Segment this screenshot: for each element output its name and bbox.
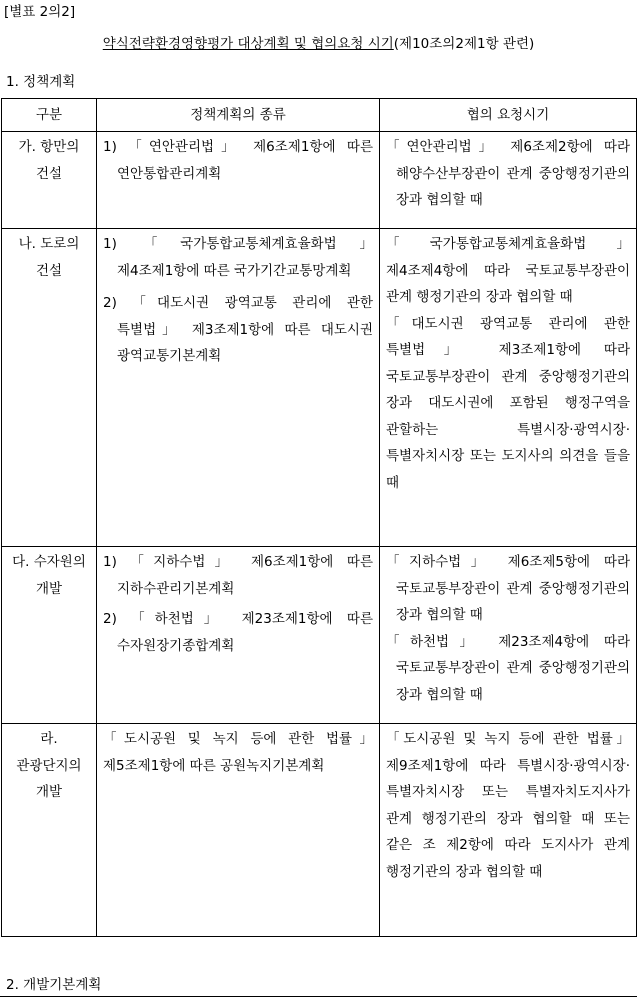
section-heading-development-plans: 2. 개발기본계획 — [6, 977, 102, 993]
document-title-reference: (제10조의2제1항 관련) — [393, 36, 535, 52]
section-heading-policy-plans: 1. 정책계획 — [6, 74, 76, 90]
column-header-consultation-timing: 협의 요청시기 — [380, 99, 637, 132]
row-category: 라. 관광단지의 개발 — [2, 724, 97, 937]
plan-item: 2) 「대도시권 광역교통 관리에 관한 특별법」 제3조제1항에 따른 대도시권 광역교통기본계획 — [103, 295, 373, 364]
row-timing-cell — [380, 132, 637, 229]
table-header-row — [2, 99, 637, 132]
row-category: 가. 항만의 건설 — [2, 132, 97, 229]
plan-item: 2) 「하천법」 제23조제1항에 따른 수자원장기종합계획 — [103, 611, 373, 654]
timing-item: 「대도시권 광역교통 관리에 관한 특별법」 제3조제1항에 따라 국토교통부장관이 관계 중앙행정기관의 장과 대도시권에 포함된 행정구역을 관할하는 특별시장·광역시장·특별자치시장 또는 도지사의 의견을 들을 때 — [386, 315, 630, 491]
timing-item: 「도시공원 및 녹지 등에 관한 법률」 제9조제1항에 따라 특별시장·광역시장·특별자치시장 또는 특별자치도지사가 관계 행정기관의 장과 협의할 때 또는 같은 조 제2항에 따라 도지사가 관계 행정기관의 장과 협의할 때 — [386, 731, 630, 880]
table-row — [2, 724, 637, 937]
table-row — [2, 132, 637, 229]
bottom-divider — [0, 996, 637, 997]
annex-label: [별표 2의2] — [4, 4, 76, 20]
row-category: 나. 도로의 건설 — [2, 229, 97, 547]
plan-item: 「도시공원 및 녹지 등에 관한 법률」 제5조제1항에 따른 공원녹지기본계획 — [103, 731, 373, 774]
row-category: 다. 수자원의 개발 — [2, 547, 97, 724]
row-plan-cell — [97, 132, 380, 229]
timing-item: 「지하수법」 제6조제5항에 따라 국토교통부장관이 관계 중앙행정기관의 장과 협의할 때 — [386, 554, 630, 623]
timing-item: 「국가통합교통체계효율화법」 제4조제4항에 따라 국토교통부장관이 관계 행정기관의 장과 협의할 때 — [386, 236, 630, 305]
row-plan-cell — [97, 724, 380, 937]
row-timing-cell — [380, 724, 637, 937]
timing-item: 「하천법」 제23조제4항에 따라 국토교통부장관이 관계 중앙행정기관의 장과 협의할 때 — [386, 633, 630, 703]
row-timing-cell — [380, 229, 637, 547]
plan-item: 1) 「연안관리법」 제6조제1항에 따른 연안통합관리계획 — [103, 139, 373, 182]
column-header-plan-type: 정책계획의 종류 — [97, 99, 380, 132]
row-timing-cell — [380, 547, 637, 724]
plan-item: 1) 「지하수법」 제6조제1항에 따른 지하수관리기본계획 — [103, 554, 373, 597]
row-plan-cell — [97, 547, 380, 724]
document-title — [0, 32, 637, 52]
column-header-category: 구분 — [2, 99, 97, 132]
plan-item: 1) 「국가통합교통체계효율화법」 제4조제1항에 따른 국가기간교통망계획 — [103, 236, 373, 279]
table-row — [2, 229, 637, 547]
table-row — [2, 547, 637, 724]
timing-item: 「연안관리법」 제6조제2항에 따라 해양수산부장관이 관계 중앙행정기관의 장과 협의할 때 — [386, 139, 630, 208]
plans-table — [1, 98, 637, 937]
document-title-main: 약식전략환경영향평가 대상계획 및 협의요청 시기 — [102, 36, 394, 52]
row-plan-cell — [97, 229, 380, 547]
